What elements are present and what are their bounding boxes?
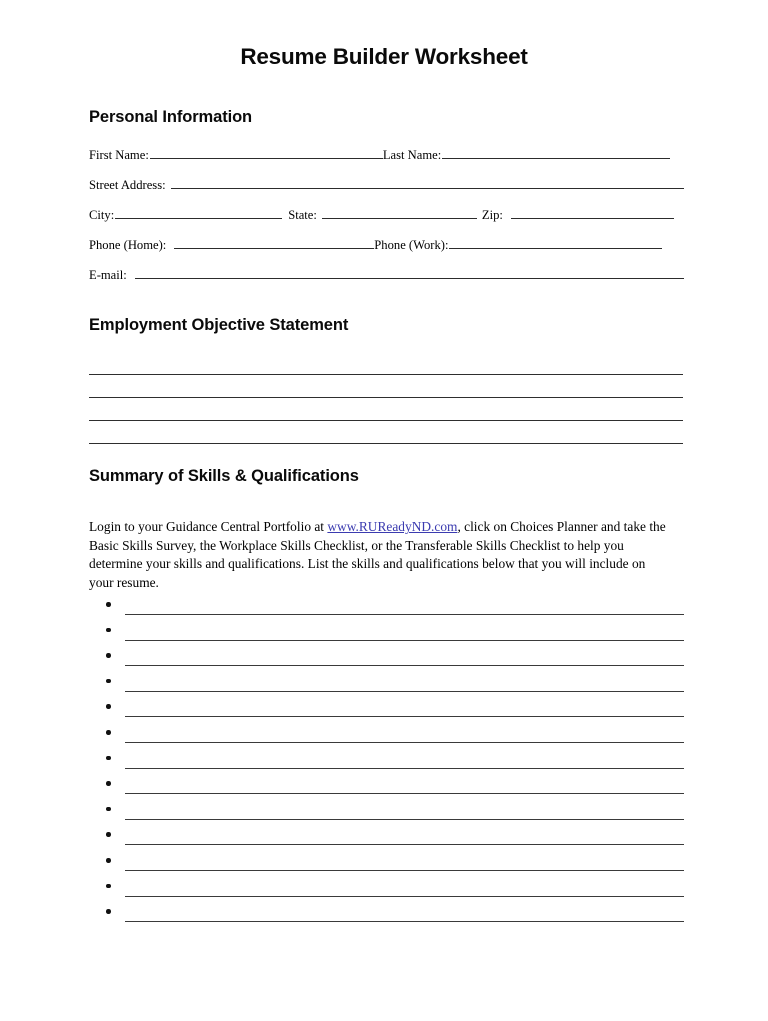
- bullet-icon: [106, 832, 111, 837]
- field-row-street-address: [89, 174, 684, 194]
- phone-home-input[interactable]: [174, 234, 374, 249]
- section-heading-summary-of-skills: Summary of Skills & Qualifications: [89, 467, 359, 485]
- bullet-icon: [106, 628, 111, 633]
- first-name-input[interactable]: [150, 144, 383, 159]
- objective-line[interactable]: [89, 375, 683, 398]
- last-name-input[interactable]: [442, 144, 670, 159]
- objective-line[interactable]: [89, 352, 683, 375]
- field-row-email: [89, 264, 684, 284]
- zip-label: Zip:: [481, 208, 503, 222]
- phone-work-input[interactable]: [449, 234, 662, 249]
- list-item: [89, 647, 684, 673]
- list-item: [89, 673, 684, 699]
- page-title: Resume Builder Worksheet: [240, 44, 528, 69]
- bullet-icon: [106, 730, 111, 735]
- bullet-icon: [106, 653, 111, 658]
- city-input[interactable]: [115, 204, 282, 219]
- skills-bullet-lines: [89, 596, 684, 929]
- skill-input[interactable]: [125, 819, 684, 820]
- skill-input[interactable]: [125, 640, 684, 641]
- list-item: [89, 775, 684, 801]
- list-item: [89, 622, 684, 648]
- list-item: [89, 596, 684, 622]
- list-item: [89, 750, 684, 776]
- skill-input[interactable]: [125, 896, 684, 897]
- email-input[interactable]: [135, 264, 684, 279]
- bullet-icon: [106, 704, 111, 709]
- field-row-city-state-zip: [89, 204, 684, 224]
- skill-input[interactable]: [125, 844, 684, 845]
- bullet-icon: [106, 884, 111, 889]
- skill-input[interactable]: [125, 742, 684, 743]
- bullet-icon: [106, 781, 111, 786]
- first-name-label: First Name:: [89, 148, 149, 162]
- skill-input[interactable]: [125, 614, 684, 615]
- skill-input[interactable]: [125, 870, 684, 871]
- phone-home-label: Phone (Home):: [89, 238, 167, 252]
- skill-input[interactable]: [125, 716, 684, 717]
- skill-input[interactable]: [125, 921, 684, 922]
- field-row-name: [89, 144, 684, 164]
- list-item: [89, 698, 684, 724]
- skills-instructions-part1: Login to your Guidance Central Portfolio at: [89, 519, 328, 535]
- zip-input[interactable]: [511, 204, 674, 219]
- bullet-icon: [106, 909, 111, 914]
- bullet-icon: [106, 602, 111, 607]
- list-item: [89, 801, 684, 827]
- state-input[interactable]: [322, 204, 477, 219]
- bullet-icon: [106, 756, 111, 761]
- objective-statement-lines: [89, 352, 683, 444]
- list-item: [89, 852, 684, 878]
- objective-line[interactable]: [89, 398, 683, 421]
- objective-line[interactable]: [89, 421, 683, 444]
- state-label: State:: [288, 208, 317, 222]
- city-label: City:: [89, 208, 115, 222]
- skill-input[interactable]: [125, 793, 684, 794]
- skills-instructions: [89, 518, 669, 592]
- field-row-phone: [89, 234, 684, 254]
- section-heading-personal-information: Personal Information: [89, 108, 253, 126]
- skill-input[interactable]: [125, 691, 684, 692]
- list-item: [89, 826, 684, 852]
- bullet-icon: [106, 858, 111, 863]
- bullet-icon: [106, 807, 111, 812]
- section-heading-employment-objective-statement: Employment Objective Statement: [89, 316, 349, 334]
- list-item: [89, 878, 684, 904]
- skill-input[interactable]: [125, 768, 684, 769]
- street-address-input[interactable]: [171, 174, 684, 189]
- list-item: [89, 903, 684, 929]
- list-item: [89, 724, 684, 750]
- skill-input[interactable]: [125, 665, 684, 666]
- ruready-nd-link[interactable]: www.RUReadyND.com: [327, 519, 458, 535]
- skills-instructions-part2: , click on Choices Planner and take the Basic Skills Survey, the Workplace Skills Checklist, or the Transferable Skills Checklist to help you determine your skills and qualifications. List the skills and qualifications below that you will include on your resume.: [89, 519, 666, 590]
- street-address-label: Street Address:: [89, 178, 166, 192]
- last-name-label: Last Name:: [382, 148, 442, 162]
- bullet-icon: [106, 679, 111, 684]
- phone-work-label: Phone (Work):: [374, 238, 449, 252]
- email-label: E-mail:: [89, 268, 127, 282]
